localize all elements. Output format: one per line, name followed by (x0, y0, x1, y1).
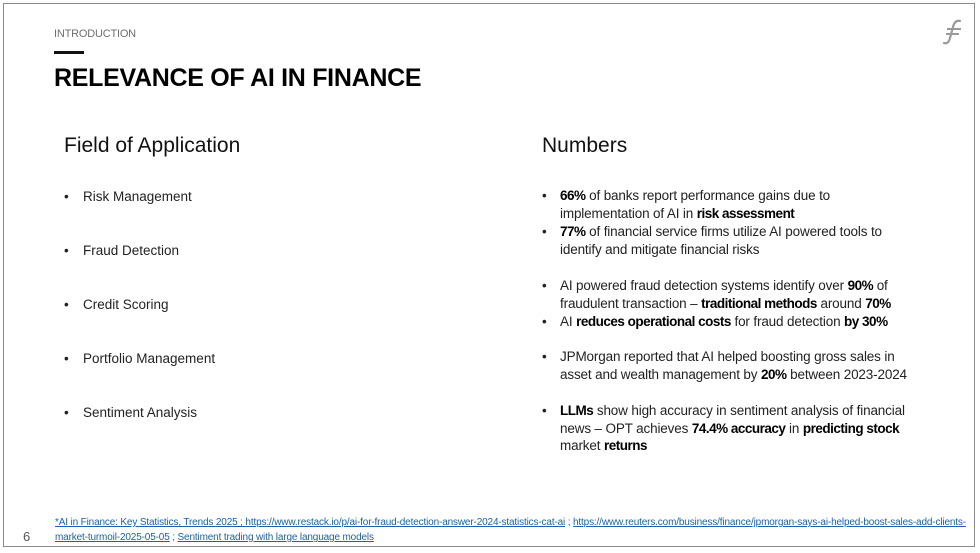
list-item-label: Credit Scoring (83, 297, 169, 312)
list-item-label: Risk Management (83, 189, 192, 204)
numbers-item: • 66% of banks report performance gains due to implementation of AI in risk assessment (542, 188, 831, 221)
list-item (64, 188, 215, 242)
accent-bar (54, 51, 84, 54)
numbers-item: • AI reduces operational costs for fraud detection by 30% (542, 314, 888, 329)
list-item (64, 242, 215, 296)
numbers-item: • LLMs show high accuracy in sentiment analysis of financial news – OPT achieves 74.4% accuracy in predicting stock market returns (542, 403, 905, 453)
bullet-icon: • (64, 189, 69, 204)
field-of-application-list (64, 188, 215, 458)
numbers-item: • AI powered fraud detection systems identify over 90% of fraudulent transaction – traditional methods around 70% (542, 278, 891, 311)
bullet-icon: • (542, 188, 547, 203)
bullet-icon: • (542, 314, 547, 329)
section-label: INTRODUCTION (54, 28, 136, 40)
list-item-label: Fraud Detection (83, 243, 180, 258)
list-item-label: Sentiment Analysis (83, 405, 198, 420)
bullet-icon: • (542, 224, 547, 239)
stylized-f-logo-icon (941, 18, 965, 46)
bullet-icon: • (542, 278, 547, 293)
separator: ; (169, 532, 178, 543)
list-item (64, 404, 215, 458)
list-item (64, 296, 215, 350)
numbers-item: • JPMorgan reported that AI helped boosting gross sales in asset and wealth management by 20% between 2023-2024 (542, 349, 907, 382)
list-item (64, 350, 215, 404)
page-title: RELEVANCE OF AI IN FINANCE (54, 64, 422, 92)
field-of-application-heading: Field of Application (64, 134, 241, 157)
reference-link-restack[interactable]: *AI in Finance: Key Statistics, Trends 2025 ; https://www.restack.io/p/ai-for-fraud-detection-answer-2024-statistics-cat-ai (55, 517, 566, 528)
bullet-icon: • (64, 351, 69, 366)
bullet-icon: • (64, 405, 69, 420)
bullet-icon: • (64, 243, 69, 258)
numbers-heading: Numbers (542, 134, 628, 157)
footnote-references (55, 515, 970, 545)
page-number: 6 (23, 529, 31, 544)
numbers-item: • 77% of financial service firms utilize AI powered tools to identify and mitigate financial risks (542, 224, 882, 257)
reference-link-sentiment-trading[interactable]: Sentiment trading with large language models (177, 532, 374, 543)
slide (3, 3, 975, 547)
bullet-icon: • (542, 349, 547, 364)
reference-link-reuters[interactable]: https://www.reuters.com/business/finance/jpmorgan-says-ai-helped-boost-sales-add-clients-market-turmoil-2025-05-05 (55, 517, 966, 543)
bullet-icon: • (542, 403, 547, 418)
separator: ; (565, 517, 573, 528)
list-item-label: Portfolio Management (83, 351, 216, 366)
bullet-icon: • (64, 297, 69, 312)
